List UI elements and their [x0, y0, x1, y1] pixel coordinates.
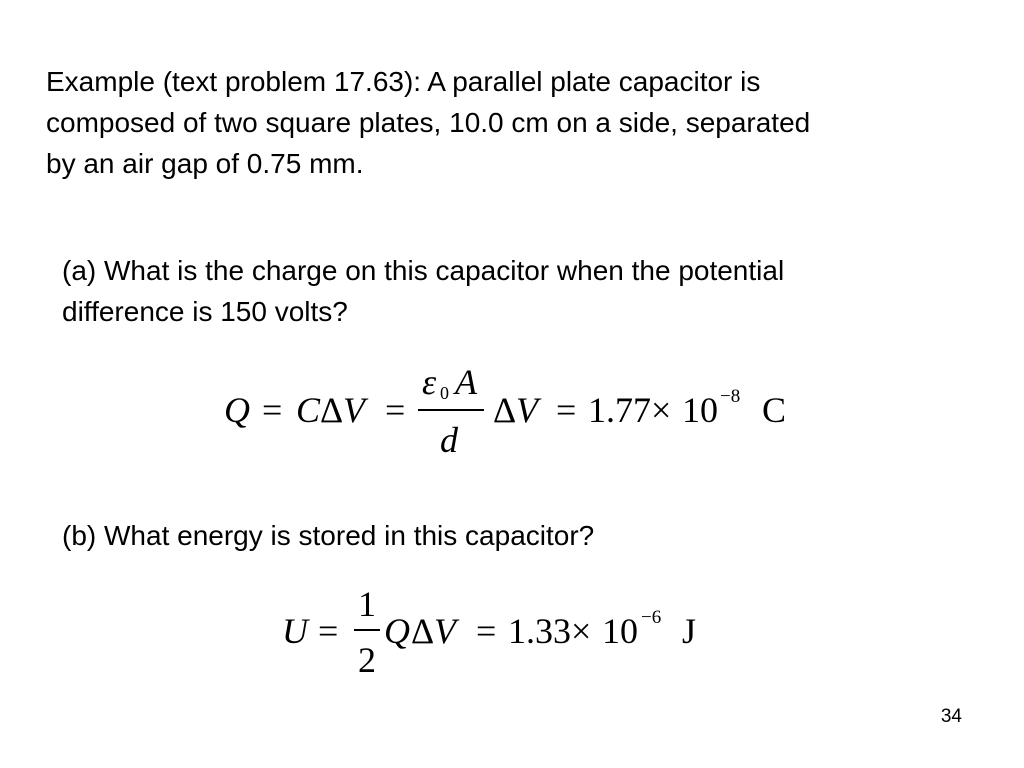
eq-a-c: C [296, 390, 321, 430]
eq-a-base: 10 [682, 390, 718, 430]
eq-b-exponent: −6 [641, 607, 662, 628]
eq-b-unit: J [682, 611, 697, 651]
eq-a-unit: C [762, 390, 787, 430]
eq-a-equals-1: = [262, 390, 283, 430]
eq-b-numerator: 1 [358, 584, 376, 624]
eq-a-times: × [651, 390, 672, 430]
eq-a-exponent: −8 [720, 386, 741, 407]
problem-statement-line-1: Example (text problem 17.63): A parallel plate capacitor is [46, 66, 761, 97]
problem-statement-line-3: by an air gap of 0.75 mm. [46, 148, 364, 179]
eq-b-v: V [434, 611, 456, 651]
page-number: 34 [940, 706, 962, 727]
eq-b-base: 10 [602, 611, 638, 651]
question-a-line-2: difference is 150 volts? [62, 296, 348, 327]
eq-b-fraction-bar [354, 629, 380, 631]
question-a [62, 250, 982, 332]
eq-b-delta: Δ [411, 611, 435, 651]
eq-a-equals-2: = [385, 390, 406, 430]
eq-a-lhs: Q [224, 390, 250, 430]
eq-b-denominator: 2 [358, 640, 376, 680]
eq-b-times: × [571, 611, 592, 651]
eq-a-distance: d [440, 420, 458, 460]
eq-a-epsilon: ε [422, 362, 437, 402]
eq-b-mantissa: 1.33 [508, 611, 571, 651]
question-a-line-1: (a) What is the charge on this capacitor when the potential [62, 255, 785, 286]
eq-a-delta-2: Δ [493, 390, 517, 430]
eq-a-v-1: V [343, 390, 365, 430]
eq-a-epsilon-subscript: 0 [440, 383, 449, 403]
eq-a-mantissa: 1.77 [588, 390, 651, 430]
eq-a-area: A [455, 362, 477, 402]
problem-statement-line-2: composed of two square plates, 10.0 cm on a side, separated [46, 107, 811, 138]
eq-b-equals-1: = [318, 611, 339, 651]
eq-a-delta-1: Δ [320, 390, 344, 430]
eq-a-equals-3: = [556, 390, 577, 430]
question-b [62, 515, 982, 556]
problem-statement [46, 61, 1006, 184]
eq-b-lhs: U [282, 611, 308, 651]
eq-a-v-2: V [516, 390, 538, 430]
eq-a-fraction-bar [418, 409, 484, 411]
eq-b-equals-2: = [476, 611, 497, 651]
eq-b-q: Q [384, 611, 410, 651]
question-b-line-1: (b) What energy is stored in this capacitor? [62, 520, 595, 551]
